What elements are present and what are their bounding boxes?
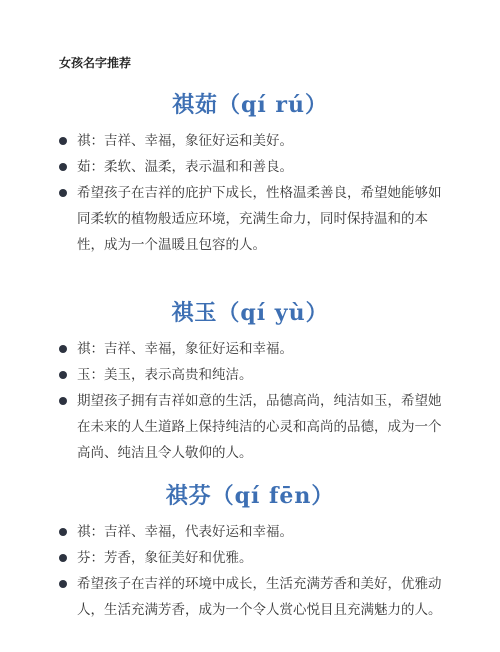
name-section-qiyu <box>0 298 500 461</box>
section-title: 祺茹（qí rú） <box>172 92 328 118</box>
bullet-list <box>0 336 500 466</box>
bullet-dot <box>59 397 67 405</box>
bullet-dot <box>59 580 67 588</box>
list-item-text: 希望孩子在吉祥的环境中成长，生活充满芳香和美好，优雅动人，生活充满芳香，成为一个令人赏心悦目且充满魅力的人。 <box>77 576 442 618</box>
bullet-dot <box>59 554 67 562</box>
section-title: 祺玉（qí yù） <box>171 300 329 326</box>
list-item <box>0 545 500 571</box>
bullet-list <box>0 128 500 258</box>
list-item <box>0 362 500 388</box>
list-item <box>0 336 500 362</box>
list-item <box>0 388 500 466</box>
list-item <box>0 519 500 545</box>
bullet-dot <box>59 528 67 536</box>
list-item-text: 祺：吉祥、幸福，代表好运和幸福。 <box>77 524 293 540</box>
bullet-dot <box>59 163 67 171</box>
name-section-qifen <box>0 481 500 618</box>
list-item <box>0 180 500 258</box>
section-title: 祺芬（qí fēn） <box>165 483 335 509</box>
list-item-text: 希望孩子在吉祥的庇护下成长，性格温柔善良，希望她能够如同柔软的植物般适应环境，充满生命力，同时保持温和的本性，成为一个温暖且包容的人。 <box>77 185 442 253</box>
list-item-text: 玉：美玉，表示高贵和纯洁。 <box>77 367 253 383</box>
list-item-text: 茹：柔软、温柔，表示温和和善良。 <box>77 159 293 175</box>
bullet-list <box>0 519 500 623</box>
list-item-text: 祺：吉祥、幸福，象征好运和美好。 <box>77 133 293 149</box>
list-item-text: 期望孩子拥有吉祥如意的生活，品德高尚，纯洁如玉，希望她在未来的人生道路上保持纯洁的心灵和高尚的品德，成为一个高尚、纯洁且令人敬仰的人。 <box>77 393 442 461</box>
list-item-text: 祺：吉祥、幸福，象征好运和幸福。 <box>77 341 293 357</box>
bullet-dot <box>59 137 67 145</box>
bullet-dot <box>59 345 67 353</box>
list-item <box>0 571 500 623</box>
list-item <box>0 154 500 180</box>
list-item <box>0 128 500 154</box>
bullet-dot <box>59 371 67 379</box>
bullet-dot <box>59 189 67 197</box>
name-section-qiru <box>0 90 500 253</box>
document-label: 女孩名字推荐 <box>59 56 132 70</box>
list-item-text: 芬：芳香，象征美好和优雅。 <box>77 550 253 566</box>
